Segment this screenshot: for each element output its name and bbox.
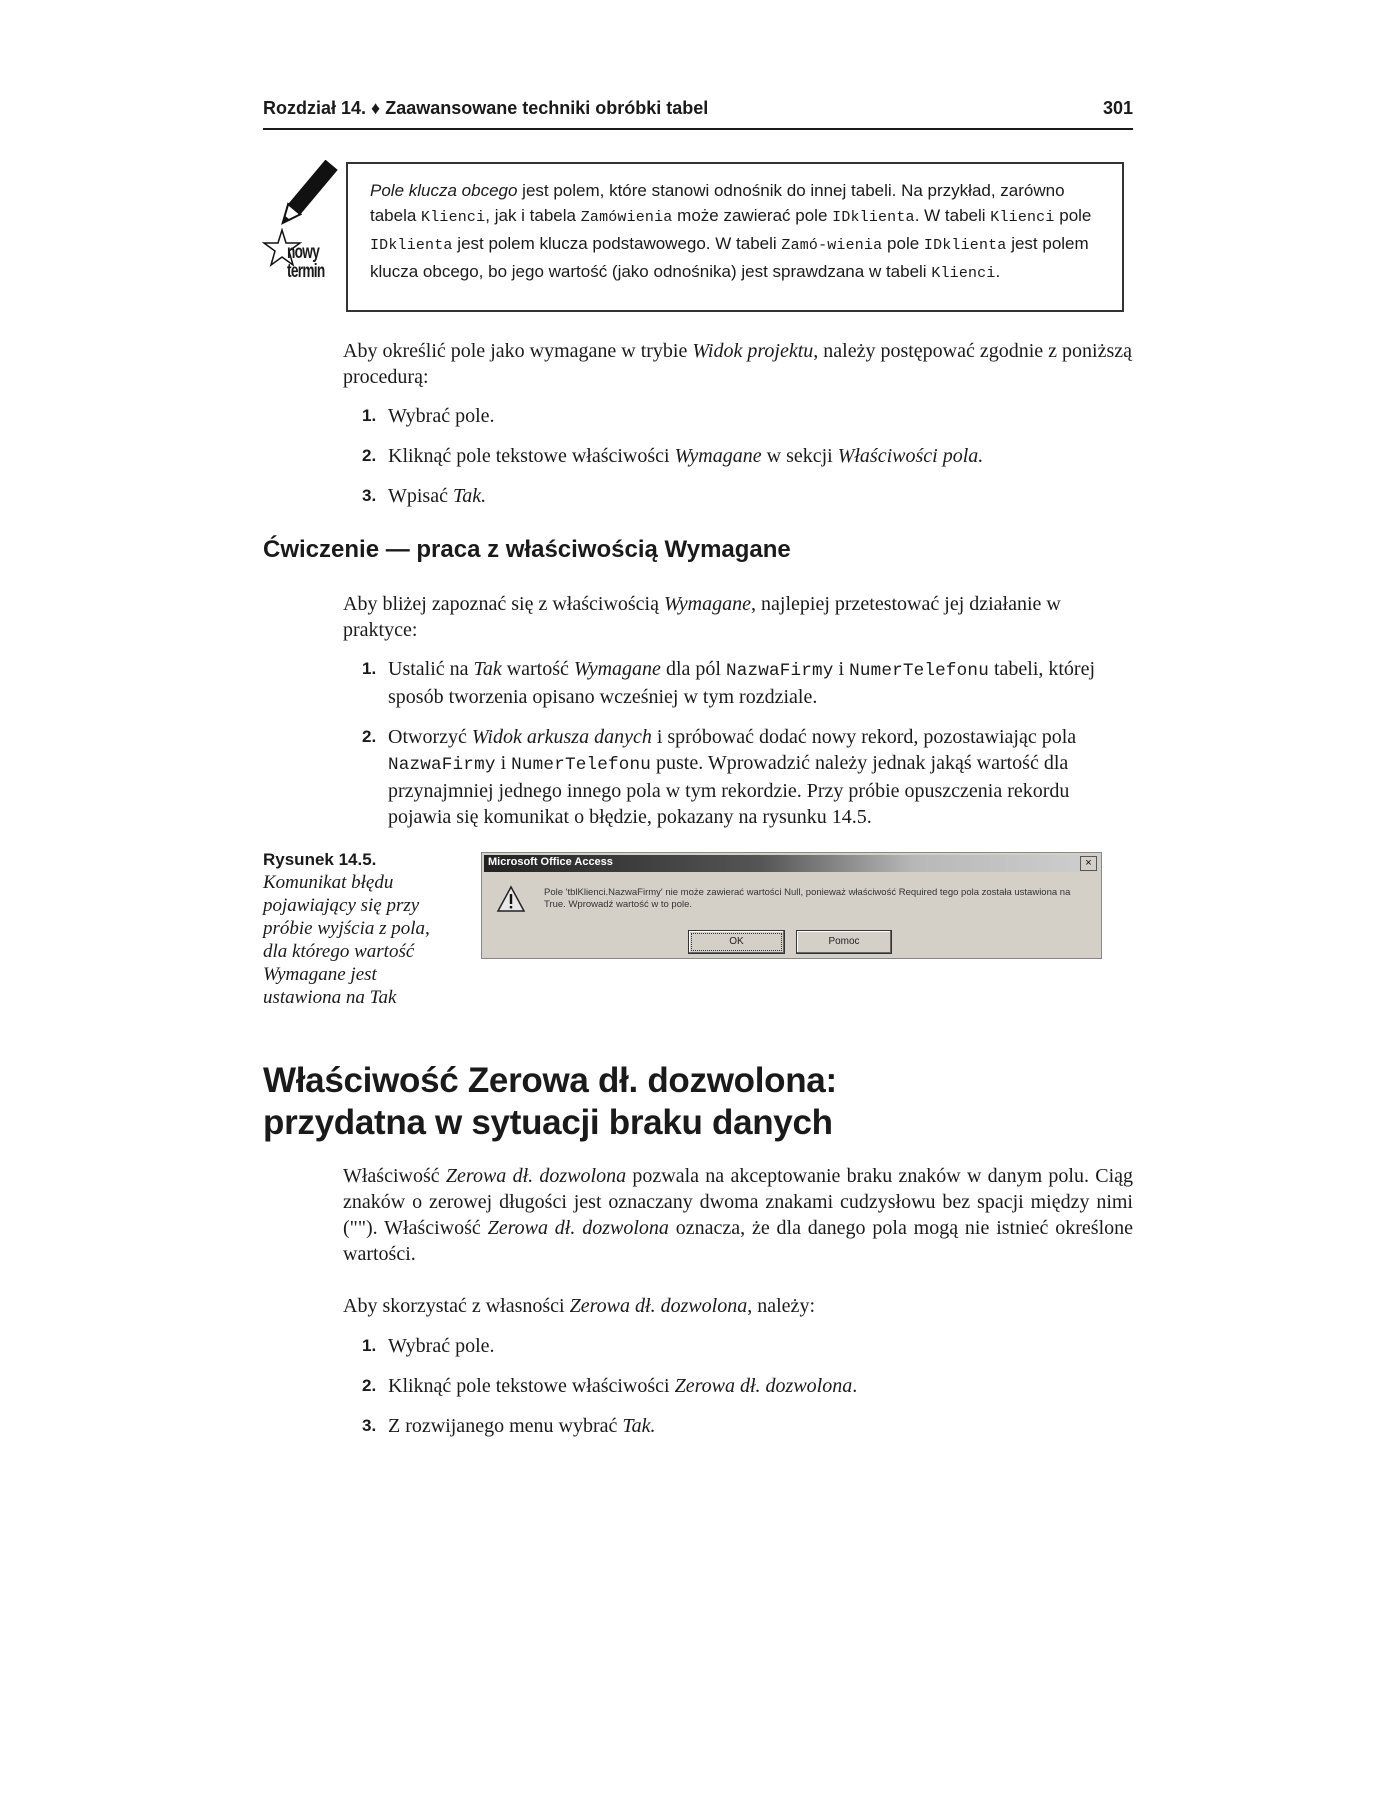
list-number: 2. — [362, 1376, 377, 1395]
code-text: Klienci — [931, 266, 996, 282]
paragraph-zero-length — [343, 1163, 1133, 1267]
text-run: Właściwość — [343, 1165, 446, 1187]
emphasis-text: Tak. — [622, 1415, 656, 1437]
steps-list-exercise — [362, 656, 1132, 844]
error-dialog — [481, 852, 1102, 959]
text-run: tabeli, której sposób tworzenia opisano wcześniej w tym rozdziale. — [388, 658, 1096, 708]
emphasis-text: Widok arkusza danych — [471, 726, 652, 748]
page-header — [263, 98, 1133, 130]
text-run: pole — [1054, 206, 1092, 225]
code-text: Klienci — [421, 210, 486, 226]
definition-note — [346, 162, 1124, 312]
list-item — [362, 443, 1132, 469]
list-number: 1. — [362, 1336, 377, 1355]
code-text: NazwaFirmy — [725, 661, 834, 681]
list-item — [362, 724, 1132, 830]
text-run: Z rozwijanego menu wybrać — [388, 1415, 623, 1437]
list-item — [362, 1413, 1132, 1439]
emphasis-text: Wymagane — [663, 593, 752, 615]
emphasis-text: Pole klucza obcego — [370, 181, 518, 200]
emphasis-text: Zerowa dł. dozwolona — [445, 1165, 627, 1187]
emphasis-text: Zerowa dł. dozwolona — [569, 1295, 748, 1317]
text-run: w sekcji — [761, 445, 838, 467]
code-text: NumerTelefonu — [511, 755, 652, 775]
new-term-icon — [262, 160, 342, 290]
dialog-titlebar — [484, 855, 1099, 872]
chapter-title: Rozdział 14. ♦ Zaawansowane techniki obróbki tabel — [263, 98, 709, 118]
text-run: , najlepiej przetestować jej działanie w praktyce: — [343, 593, 1061, 641]
text-run: jest polem, które stanowi odnośnik do innej tabeli. Na przykład, zarówno tabela — [370, 181, 1065, 225]
steps-list-zero-length — [362, 1333, 1132, 1453]
section-heading — [263, 1060, 837, 1144]
list-number: 2. — [362, 446, 377, 465]
code-text: Zamówienia — [580, 210, 673, 226]
emphasis-text: Wymagane — [674, 445, 762, 467]
code-text: NazwaFirmy — [388, 755, 496, 775]
list-number: 2. — [362, 727, 377, 746]
new-term-badge: nowy termin — [287, 242, 325, 282]
list-item — [362, 483, 1132, 509]
paragraph-exercise-intro — [343, 591, 1133, 643]
text-run: . — [995, 262, 1001, 281]
text-run: Ustalić na — [388, 658, 474, 680]
paragraph-required-intro — [343, 338, 1133, 390]
code-text: IDklienta — [832, 210, 915, 226]
page-number: 301 — [1102, 98, 1133, 118]
text-run: Kliknąć pole tekstowe właściwości — [388, 1375, 675, 1397]
note-text — [370, 178, 1100, 287]
emphasis-text: Wymagane — [573, 658, 661, 680]
text-run: Wpisać — [388, 485, 453, 507]
section-heading-line-2: przydatna w sytuacji braku danych — [263, 1103, 833, 1142]
code-text: IDklienta — [923, 238, 1007, 254]
emphasis-text: Tak — [473, 658, 502, 680]
text-run: Wybrać pole. — [388, 405, 495, 427]
list-item — [362, 403, 1132, 429]
list-item — [362, 1373, 1132, 1399]
text-run: Kliknąć pole tekstowe właściwości — [388, 445, 675, 467]
text-run: Wybrać pole. — [388, 1335, 495, 1357]
text-run: Otworzyć — [388, 726, 472, 748]
code-text: NumerTelefonu — [849, 661, 989, 681]
list-number: 1. — [362, 406, 377, 425]
text-run: . W tabeli — [914, 206, 991, 225]
dialog-message: Pole 'tblKlienci.NazwaFirmy' nie może zawierać wartości Null, ponieważ właściwość Required tego pola została ustawiona na True. Wprowadź wartość w to pole. — [544, 887, 1071, 910]
code-text: IDklienta — [370, 238, 453, 254]
exercise-heading: Ćwiczenie — praca z właściwością Wymagane — [263, 536, 791, 563]
emphasis-text: Zerowa dł. dozwolona — [487, 1217, 669, 1239]
text-run: Aby bliżej zapoznać się z właściwością — [343, 593, 664, 615]
warning-icon — [496, 885, 526, 913]
section-heading-line-1: Właściwość Zerowa dł. dozwolona: — [263, 1061, 837, 1100]
text-run: . — [852, 1375, 858, 1397]
steps-list-required — [362, 403, 1132, 523]
list-number: 3. — [362, 1416, 377, 1435]
text-run: pole — [882, 234, 924, 253]
text-run: , jak i tabela — [485, 206, 581, 225]
text-run: jest polem klucza obcego, bo jego wartość (jako odnośnika) jest sprawdzana w tabeli — [370, 234, 1089, 281]
text-run: dla pól — [660, 658, 726, 680]
emphasis-text: Właściwości pola. — [837, 445, 984, 467]
text-run: i spróbować dodać nowy rekord, pozostawiając pola — [651, 726, 1077, 748]
help-button[interactable]: Pomoc — [796, 930, 892, 954]
emphasis-text: Zerowa dł. dozwolona — [674, 1375, 853, 1397]
emphasis-text: Widok projektu — [692, 340, 814, 362]
figure-caption-title: Rysunek 14.5. — [263, 850, 377, 869]
close-icon[interactable]: × — [1080, 856, 1097, 871]
text-run: wartość — [501, 658, 574, 680]
text-run: i — [833, 658, 850, 680]
list-item — [362, 1333, 1132, 1359]
text-run: Aby skorzystać z własności — [343, 1295, 570, 1317]
text-run: pozwala na akceptowanie braku znaków w danym polu. Ciąg znaków o zerowej długości jest oznaczany dwoma znakami cudzysłowu bez spacji między nimi (""). Właściwość — [343, 1165, 1134, 1239]
code-text: Klienci — [990, 210, 1055, 226]
code-text: Zamó-wienia — [781, 238, 883, 254]
text-run: może zawierać pole — [672, 206, 833, 225]
text-run: jest polem klucza podstawowego. W tabeli — [452, 234, 782, 253]
text-run: , należy postępować zgodnie z poniższą procedurą: — [343, 340, 1133, 388]
dialog-title: Microsoft Office Access — [488, 856, 613, 868]
text-run: Aby określić pole jako wymagane w trybie — [343, 340, 693, 362]
list-number: 1. — [362, 659, 377, 678]
figure-caption — [263, 848, 443, 1009]
ok-button[interactable]: OK — [688, 930, 785, 954]
text-run: puste. Wprowadzić należy jednak jakąś wartość dla przynajmniej jednego innego pola w tym rekordzie. Przy próbie opuszczenia rekordu pojawia się komunikat o błędzie, pokazany na rysunku 14.5. — [388, 752, 1070, 828]
list-item — [362, 656, 1132, 710]
list-number: 3. — [362, 486, 377, 505]
text-run: oznacza, że dla danego pola mogą nie istnieć określone wartości. — [343, 1217, 1133, 1265]
figure-caption-text: Komunikat błędu pojawiający się przy próbie wyjścia z pola, dla którego wartość Wymagane jest ustawiona na Tak — [263, 872, 430, 1008]
text-run: , należy: — [747, 1295, 815, 1317]
emphasis-text: Tak. — [452, 485, 487, 507]
paragraph-zero-length-intro — [343, 1293, 1133, 1319]
text-run: i — [495, 752, 512, 774]
